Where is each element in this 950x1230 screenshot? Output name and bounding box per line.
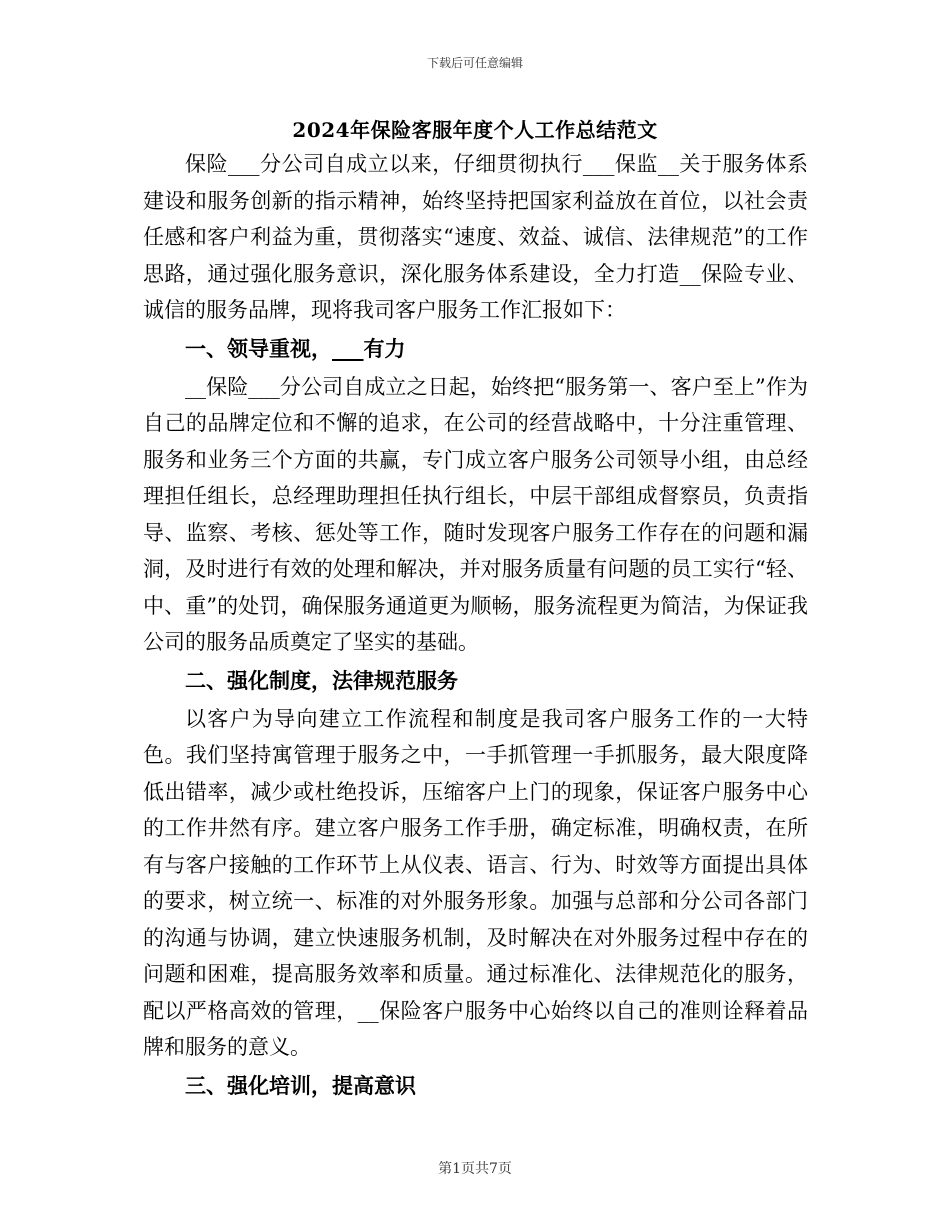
section-heading-2: 二、强化制度，法律规范服务 [185,667,458,693]
intro-paragraph: 保险___分公司自成立以来，仔细贯彻执行___保监__关于服务体系建设和服务创新的指示精神，始终坚持把国家利益放在首位，以社会责任感和客户利益为重，贯彻落实“速度、效益、诚信、法律规范”的工作思路，通过强化服务意识，深化服务体系建设，全力打造__保险专业、诚信的服务品牌，现将我司客户服务工作汇报如下： [143,152,808,322]
section-heading-3: 三、强化培训，提高意识 [185,1072,416,1098]
header-note: 下载后可任意编辑 [426,56,523,70]
document-body [143,146,808,1106]
section-2-paragraph: 以客户为导向建立工作流程和制度是我司客户服务工作的一大特色。我们坚持寓管理于服务之中，一手抓管理一手抓服务，最大限度降低出错率，减少或杜绝投诉，压缩客户上门的现象，保证客户服务中心的工作井然有序。建立客户服务工作手册，确定标准，明确权责，在所有与客户接触的工作环节上从仪表、语言、行为、时效等方面提出具体的要求，树立统一、标准的对外服务形象。加强与总部和分公司各部门的沟通与协调，建立快速服务机制，及时解决在对外服务过程中存在的问题和困难，提高服务效率和质量。通过标准化、法律规范化的服务，配以严格高效的管理，__保险客户服务中心始终以自己的准则诠释着品牌和服务的意义。 [143,706,808,1059]
section-1-paragraph: __保险___分公司自成立之日起，始终把“服务第一、客户至上”作为自己的品牌定位和不懈的追求，在公司的经营战略中，十分注重管理、服务和业务三个方面的共赢，专门成立客户服务公司领导小组，由总经理担任组长，总经理助理担任执行组长，中层干部组成督察员，负责指导、监察、考核、惩处等工作，随时发现客户服务工作存在的问题和漏洞，及时进行有效的处理和解决，并对服务质量有问题的员工实行“轻、中、重”的处罚，确保服务通道更为顺畅，服务流程更为简洁，为保证我公司的服务品质奠定了坚实的基础。 [143,374,808,654]
document-title: 2024年保险客服年度个人工作总结范文 [292,118,658,142]
page-number-footer: 第1页共7页 [438,1161,512,1177]
section-heading-1: 一、领导重视，___有力 [185,335,406,361]
